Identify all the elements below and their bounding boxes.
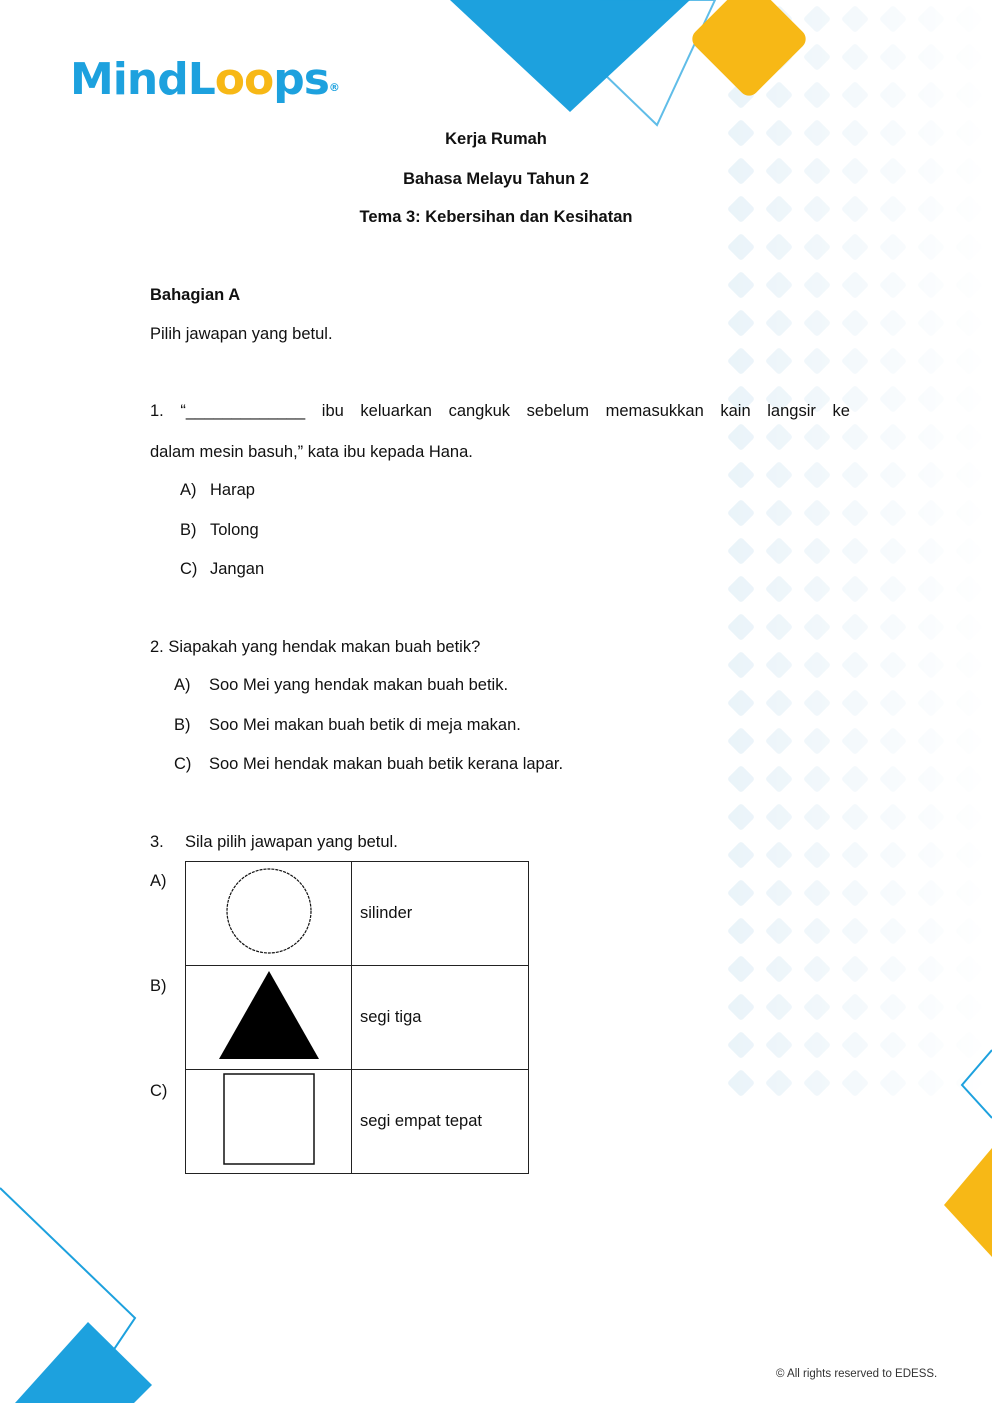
shape-label: segi tiga — [352, 966, 529, 1070]
triangle-shape — [217, 969, 321, 1061]
circle-shape — [224, 866, 314, 956]
bottom-left-blue-diamond — [15, 1322, 152, 1403]
q2-option-letter: B) — [174, 716, 191, 734]
diamond-pattern — [720, 0, 992, 1100]
section-heading: Bahagian A — [150, 286, 241, 304]
shape-label: silinder — [352, 862, 529, 966]
table-row — [186, 966, 529, 1070]
q1-option-letter: A) — [180, 481, 197, 499]
right-yellow-diamond — [944, 1148, 992, 1257]
q3-option-letter: A) — [150, 872, 167, 890]
q1-option-letter: C) — [180, 560, 198, 578]
table-row — [186, 1070, 529, 1174]
question-1-line1: 1. “_____________ ibu keluarkan cangkuk sebelum memasukkan kain langsir ke — [150, 402, 850, 420]
table-row — [186, 862, 529, 966]
shapes-table — [185, 861, 529, 1174]
question-2: 2. Siapakah yang hendak makan buah betik? — [150, 638, 481, 656]
question-3: Sila pilih jawapan yang betul. — [185, 833, 398, 851]
q1-option-letter: B) — [180, 521, 197, 539]
shape-label: segi empat tepat — [352, 1070, 529, 1174]
page-subtitle: Bahasa Melayu Tahun 2 — [403, 170, 589, 188]
q1-option-text: Tolong — [210, 521, 259, 539]
shape-cell — [186, 966, 352, 1070]
square-shape — [222, 1072, 316, 1166]
q3-option-letter: B) — [150, 977, 167, 995]
page-title: Kerja Rumah — [445, 130, 547, 148]
page-theme: Tema 3: Kebersihan dan Kesihatan — [359, 208, 633, 226]
q2-option-letter: A) — [174, 676, 191, 694]
mindloops-logo: MindLoops® — [70, 54, 339, 105]
question-3-number: 3. — [150, 833, 164, 851]
section-instruction: Pilih jawapan yang betul. — [150, 325, 333, 343]
q2-option-letter: C) — [174, 755, 192, 773]
q1-option-text: Jangan — [210, 560, 265, 578]
q2-option-text: Soo Mei yang hendak makan buah betik. — [209, 676, 509, 694]
copyright-footer: © All rights reserved to EDESS. — [776, 1368, 938, 1380]
q3-option-letter: C) — [150, 1082, 168, 1100]
question-1-line2: dalam mesin basuh,” kata ibu kepada Hana. — [150, 443, 473, 461]
top-blue-triangle — [450, 0, 690, 112]
q2-option-text: Soo Mei hendak makan buah betik kerana lapar. — [209, 755, 564, 773]
shape-cell — [186, 862, 352, 966]
q2-option-text: Soo Mei makan buah betik di meja makan. — [209, 716, 521, 734]
shape-cell — [186, 1070, 352, 1174]
q1-option-text: Harap — [210, 481, 255, 499]
